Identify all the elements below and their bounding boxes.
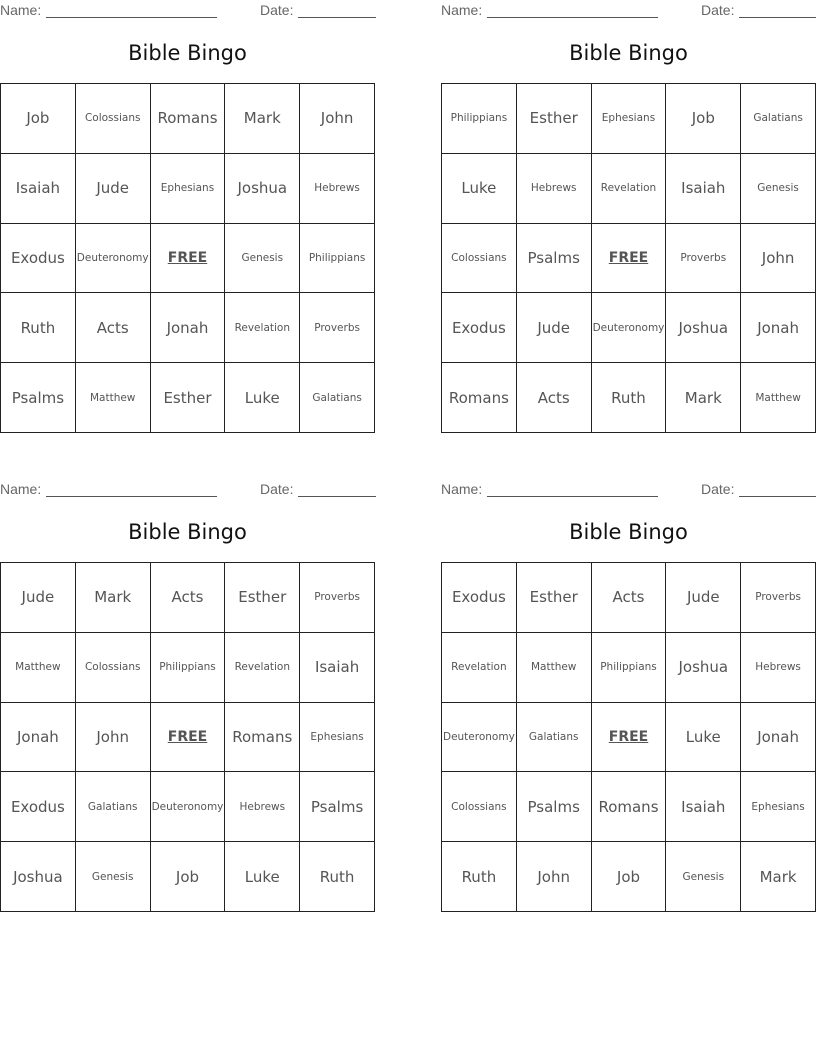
bingo-cell: Philippians (442, 84, 517, 154)
bingo-cell: Colossians (442, 772, 517, 842)
date-label: Date: (260, 481, 294, 497)
bingo-cell: Joshua (1, 842, 76, 912)
bingo-cell: Philippians (151, 633, 226, 703)
bingo-cell: Romans (151, 84, 226, 154)
bingo-cell: Colossians (76, 84, 151, 154)
bingo-cell: Esther (151, 363, 226, 433)
bingo-cell: Isaiah (1, 154, 76, 224)
bingo-cell: Esther (517, 563, 592, 633)
bingo-cell: Jude (666, 563, 741, 633)
bingo-cell: Isaiah (666, 154, 741, 224)
bingo-cell: Hebrews (741, 633, 816, 703)
card-title: Bible Bingo (569, 41, 688, 65)
bingo-cell: Ephesians (300, 703, 375, 773)
bingo-cell: Acts (76, 293, 151, 363)
bingo-cell: Proverbs (300, 563, 375, 633)
name-blank-line (46, 17, 217, 18)
date-blank-line (298, 17, 376, 18)
bingo-cell: Mark (741, 842, 816, 912)
bingo-cell: Psalms (517, 772, 592, 842)
bingo-cell: John (741, 224, 816, 294)
bingo-cell: Jonah (1, 703, 76, 773)
bingo-cell: Job (592, 842, 667, 912)
card-title: Bible Bingo (128, 41, 247, 65)
bingo-cell: Galatians (300, 363, 375, 433)
bingo-cell: Ephesians (151, 154, 226, 224)
bingo-cell: Matthew (741, 363, 816, 433)
bingo-cell: Jude (517, 293, 592, 363)
bingo-cell: Hebrews (225, 772, 300, 842)
bingo-cell: Mark (666, 363, 741, 433)
bingo-cell: John (517, 842, 592, 912)
bingo-grid (441, 562, 816, 912)
bingo-cell: Revelation (442, 633, 517, 703)
bingo-cell: Luke (442, 154, 517, 224)
bingo-cell: Luke (666, 703, 741, 773)
bingo-grid (0, 562, 375, 912)
bingo-cell: Matthew (517, 633, 592, 703)
bingo-cell: Matthew (1, 633, 76, 703)
date-blank-line (739, 496, 816, 497)
bingo-cell: Exodus (1, 772, 76, 842)
bingo-card-1 (0, 0, 375, 440)
bingo-cell: Proverbs (666, 224, 741, 294)
date-blank-line (739, 17, 816, 18)
bingo-cell: Galatians (76, 772, 151, 842)
bingo-grid (0, 83, 375, 433)
bingo-cell: Luke (225, 842, 300, 912)
bingo-cell: Esther (225, 563, 300, 633)
bingo-cell: Ruth (592, 363, 667, 433)
bingo-cell: Psalms (300, 772, 375, 842)
bingo-cell: Deuteronomy (151, 772, 226, 842)
date-label: Date: (260, 2, 294, 18)
bingo-cell: Mark (76, 563, 151, 633)
bingo-cell: Colossians (442, 224, 517, 294)
bingo-cell: Acts (151, 563, 226, 633)
bingo-cell: Romans (225, 703, 300, 773)
name-label: Name: (0, 481, 42, 497)
bingo-cell: Joshua (225, 154, 300, 224)
name-label: Name: (0, 2, 42, 18)
bingo-cell: Mark (225, 84, 300, 154)
bingo-cell: Esther (517, 84, 592, 154)
bingo-cell: Jude (1, 563, 76, 633)
bingo-cell: Ruth (442, 842, 517, 912)
name-label: Name: (441, 2, 483, 18)
bingo-cell: Ephesians (592, 84, 667, 154)
name-blank-line (487, 17, 658, 18)
bingo-cell: Philippians (300, 224, 375, 294)
bingo-cell: Joshua (666, 293, 741, 363)
bingo-cell: Deuteronomy (76, 224, 151, 294)
free-space-cell: FREE (151, 224, 226, 294)
bingo-cell: Galatians (741, 84, 816, 154)
card-header (0, 481, 375, 499)
date-blank-line (298, 496, 376, 497)
card-header (441, 481, 816, 499)
bingo-cell: Genesis (225, 224, 300, 294)
date-label: Date: (701, 481, 735, 497)
bingo-cell: Genesis (741, 154, 816, 224)
bingo-cell: Job (1, 84, 76, 154)
bingo-cell: Revelation (225, 293, 300, 363)
bingo-cell: Hebrews (517, 154, 592, 224)
bingo-cell: Ephesians (741, 772, 816, 842)
bingo-cell: Luke (225, 363, 300, 433)
bingo-cell: Matthew (76, 363, 151, 433)
card-header (441, 2, 816, 20)
bingo-cell: Exodus (442, 293, 517, 363)
bingo-card-2 (441, 0, 816, 440)
bingo-cell: Jonah (151, 293, 226, 363)
bingo-cell: Psalms (517, 224, 592, 294)
name-label: Name: (441, 481, 483, 497)
bingo-cell: Philippians (592, 633, 667, 703)
bingo-cell: John (300, 84, 375, 154)
bingo-cell: Psalms (1, 363, 76, 433)
bingo-cell: Exodus (442, 563, 517, 633)
bingo-cell: Colossians (76, 633, 151, 703)
card-title: Bible Bingo (569, 520, 688, 544)
bingo-cell: Galatians (517, 703, 592, 773)
bingo-cell: Deuteronomy (592, 293, 667, 363)
bingo-cell: Deuteronomy (442, 703, 517, 773)
bingo-cell: Exodus (1, 224, 76, 294)
bingo-cell: Acts (517, 363, 592, 433)
bingo-cell: Jude (76, 154, 151, 224)
free-space-cell: FREE (592, 703, 667, 773)
bingo-cell: Genesis (666, 842, 741, 912)
bingo-cell: Romans (592, 772, 667, 842)
bingo-card-3 (0, 479, 375, 919)
bingo-cell: Revelation (225, 633, 300, 703)
bingo-cell: Joshua (666, 633, 741, 703)
bingo-grid (441, 83, 816, 433)
bingo-cell: Ruth (300, 842, 375, 912)
card-title: Bible Bingo (128, 520, 247, 544)
free-space-cell: FREE (151, 703, 226, 773)
bingo-cell: Romans (442, 363, 517, 433)
bingo-cell: Jonah (741, 293, 816, 363)
bingo-cell: Ruth (1, 293, 76, 363)
bingo-cell: Job (151, 842, 226, 912)
bingo-cell: Jonah (741, 703, 816, 773)
bingo-card-4 (441, 479, 816, 919)
name-blank-line (46, 496, 217, 497)
bingo-cell: Isaiah (300, 633, 375, 703)
bingo-cell: Isaiah (666, 772, 741, 842)
name-blank-line (487, 496, 658, 497)
bingo-cell: Job (666, 84, 741, 154)
free-space-cell: FREE (592, 224, 667, 294)
bingo-cell: Revelation (592, 154, 667, 224)
bingo-cell: Genesis (76, 842, 151, 912)
bingo-cell: John (76, 703, 151, 773)
bingo-cell: Proverbs (741, 563, 816, 633)
card-header (0, 2, 375, 20)
date-label: Date: (701, 2, 735, 18)
bingo-cell: Acts (592, 563, 667, 633)
bingo-cell: Proverbs (300, 293, 375, 363)
bingo-cell: Hebrews (300, 154, 375, 224)
